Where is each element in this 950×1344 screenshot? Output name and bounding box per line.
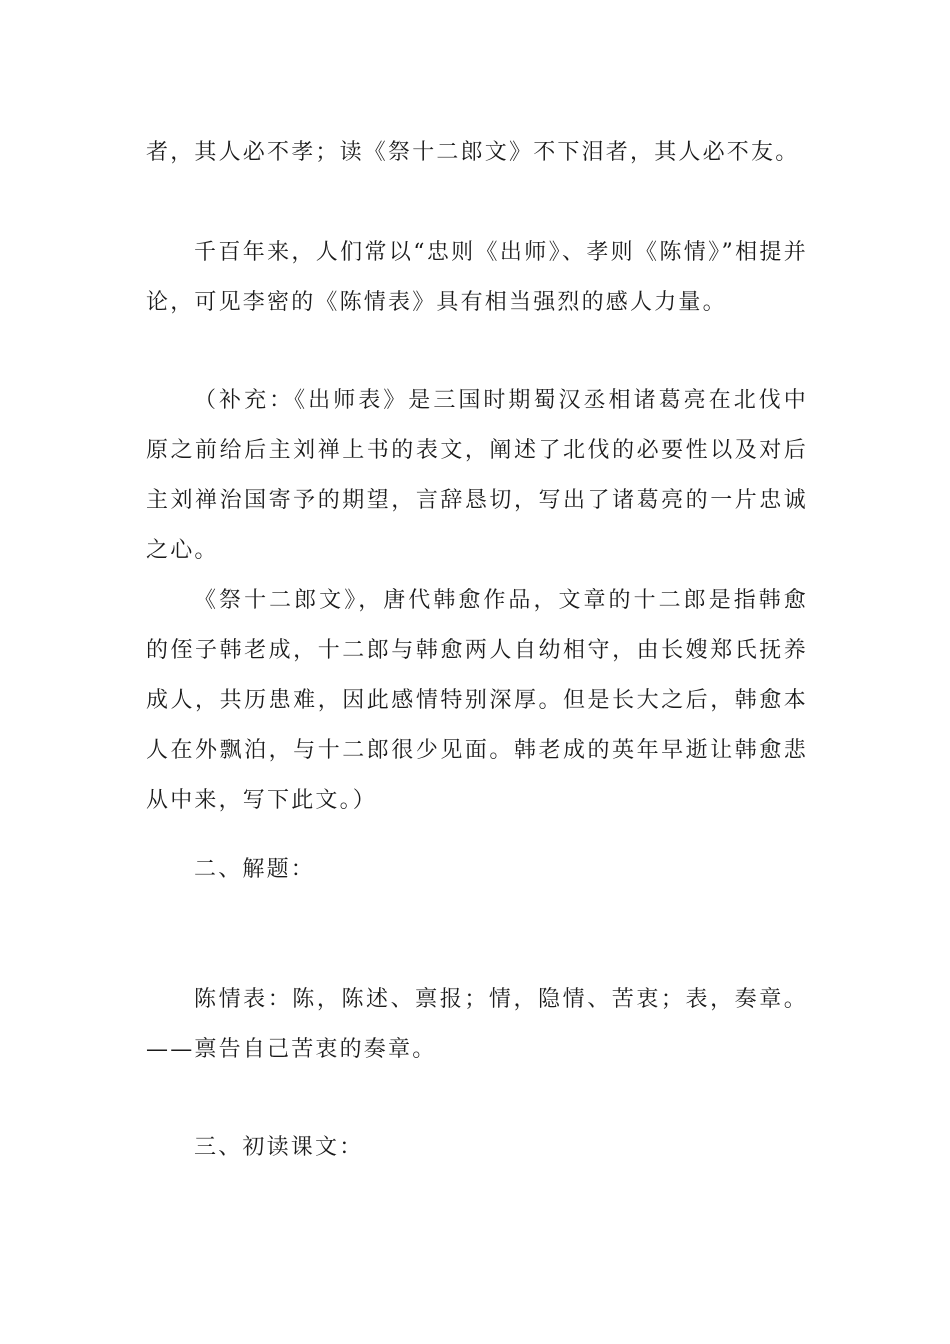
paragraph-continuation: 者，其人必不孝；读《祭十二郎文》不下泪者，其人必不友。 — [146, 140, 800, 165]
paragraph-qianbainian: 千百年来，人们常以“忠则《出师》、孝则《陈情》”相提并论，可见李密的《陈情表》具有相当强烈的感人力量。 — [146, 240, 808, 315]
section-heading-jieti: 二、解题： — [194, 857, 316, 882]
paragraph-ji-shierlang-wen: 《祭十二郎文》，唐代韩愈作品，文章的十二郎是指韩愈的侄子韩老成，十二郎与韩愈两人自幼相守，由长嫂郑氏抚养成人，共历患难，因此感情特别深厚。但是长大之后，韩愈本人在外飘泊，与十二郎很少见面。韩老成的英年早逝让韩愈悲从中来，写下此文。） — [146, 588, 808, 813]
section-heading-chudu-kewen: 三、初读课文： — [194, 1135, 364, 1160]
paragraph-chenqingbiao-definition: 陈情表：陈，陈述、禀报；情，隐情、苦衷；表，奏章。——禀告自己苦衷的奏章。 — [146, 987, 808, 1062]
paragraph-supplement-chushibiao: （补充：《出师表》是三国时期蜀汉丞相诸葛亮在北伐中原之前给后主刘禅上书的表文，阐述了北伐的必要性以及对后主刘禅治国寄予的期望，言辞恳切，写出了诸葛亮的一片忠诚之心。 — [146, 388, 808, 563]
